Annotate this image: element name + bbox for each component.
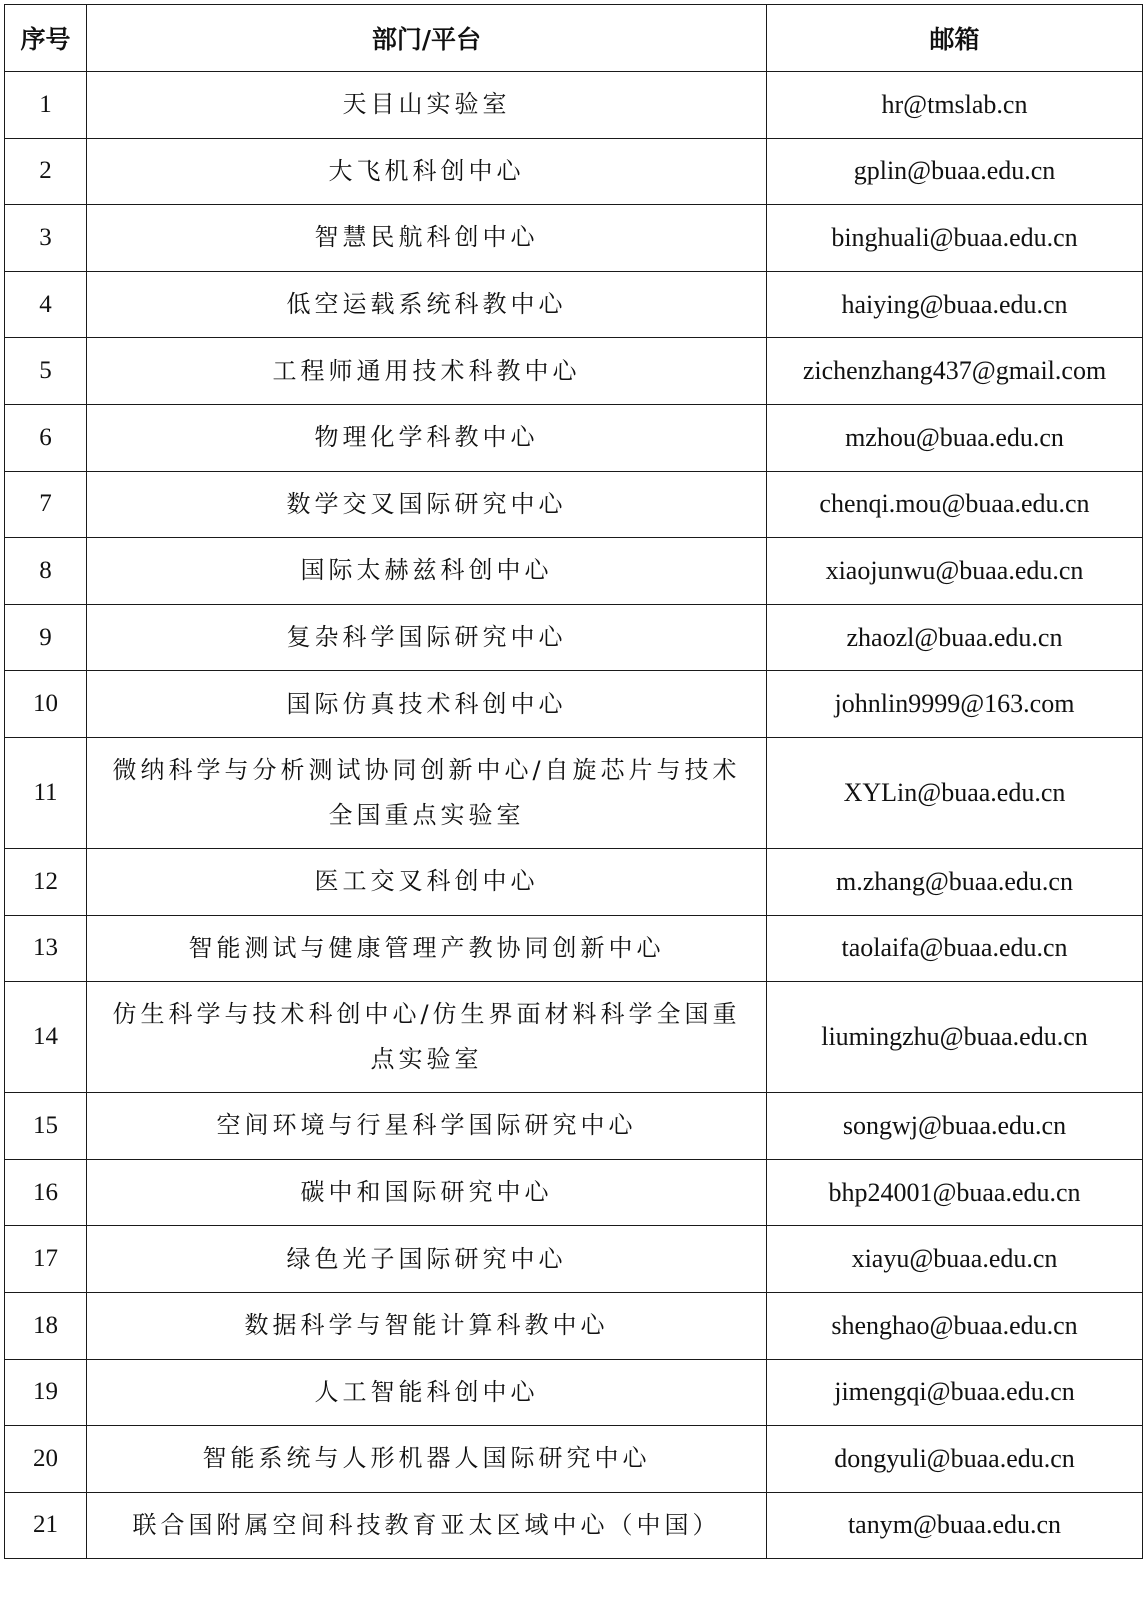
email-address: dongyuli@buaa.edu.cn xyxy=(767,1426,1143,1493)
table-row xyxy=(5,1426,1143,1493)
email-address: binghuali@buaa.edu.cn xyxy=(767,205,1143,272)
row-number: 9 xyxy=(5,604,87,671)
row-number: 4 xyxy=(5,271,87,338)
email-address: liumingzhu@buaa.edu.cn xyxy=(767,982,1143,1093)
department-name: 低空运载系统科教中心 xyxy=(87,271,767,338)
header-num: 序号 xyxy=(5,5,87,72)
email-address: haiying@buaa.edu.cn xyxy=(767,271,1143,338)
row-number: 2 xyxy=(5,138,87,205)
email-address: taolaifa@buaa.edu.cn xyxy=(767,915,1143,982)
row-number: 18 xyxy=(5,1292,87,1359)
department-name: 工程师通用技术科教中心 xyxy=(87,338,767,405)
department-name: 天目山实验室 xyxy=(87,72,767,139)
department-name-line2: 全国重点实验室 xyxy=(328,800,525,829)
row-number: 14 xyxy=(5,982,87,1093)
department-name: 国际太赫兹科创中心 xyxy=(87,538,767,605)
email-address: xiaojunwu@buaa.edu.cn xyxy=(767,538,1143,605)
row-number: 8 xyxy=(5,538,87,605)
department-name: 人工智能科创中心 xyxy=(87,1359,767,1426)
department-name: 物理化学科教中心 xyxy=(87,404,767,471)
table-row xyxy=(5,604,1143,671)
row-number: 17 xyxy=(5,1226,87,1293)
table-row xyxy=(5,1226,1143,1293)
row-number: 3 xyxy=(5,205,87,272)
department-name: 碳中和国际研究中心 xyxy=(87,1159,767,1226)
table-row xyxy=(5,138,1143,205)
table-row xyxy=(5,404,1143,471)
department-name: 联合国附属空间科技教育亚太区域中心（中国） xyxy=(87,1492,767,1559)
header-row xyxy=(5,5,1143,72)
department-name: 智能测试与健康管理产教协同创新中心 xyxy=(87,915,767,982)
table-row xyxy=(5,982,1143,1093)
table-row xyxy=(5,72,1143,139)
department-name: 智能系统与人形机器人国际研究中心 xyxy=(87,1426,767,1493)
table-row xyxy=(5,1359,1143,1426)
department-name: 绿色光子国际研究中心 xyxy=(87,1226,767,1293)
email-address: shenghao@buaa.edu.cn xyxy=(767,1292,1143,1359)
department-name: 大飞机科创中心 xyxy=(87,138,767,205)
table-row xyxy=(5,1159,1143,1226)
header-dept: 部门/平台 xyxy=(87,5,767,72)
table-row xyxy=(5,1093,1143,1160)
department-name-line1: 仿生科学与技术科创中心/仿生界面材料科学全国重 xyxy=(112,1000,741,1029)
department-name: 空间环境与行星科学国际研究中心 xyxy=(87,1093,767,1160)
email-address: bhp24001@buaa.edu.cn xyxy=(767,1159,1143,1226)
email-address: xiayu@buaa.edu.cn xyxy=(767,1226,1143,1293)
table-row xyxy=(5,671,1143,738)
row-number: 6 xyxy=(5,404,87,471)
row-number: 20 xyxy=(5,1426,87,1493)
table-row xyxy=(5,338,1143,405)
email-address: m.zhang@buaa.edu.cn xyxy=(767,848,1143,915)
email-address: jimengqi@buaa.edu.cn xyxy=(767,1359,1143,1426)
header-email: 邮箱 xyxy=(767,5,1143,72)
table-row xyxy=(5,848,1143,915)
email-address: zhaozl@buaa.edu.cn xyxy=(767,604,1143,671)
row-number: 11 xyxy=(5,737,87,848)
table-header xyxy=(5,5,1143,72)
email-address: songwj@buaa.edu.cn xyxy=(767,1093,1143,1160)
row-number: 19 xyxy=(5,1359,87,1426)
table-row xyxy=(5,205,1143,272)
row-number: 21 xyxy=(5,1492,87,1559)
table-row xyxy=(5,737,1143,848)
row-number: 7 xyxy=(5,471,87,538)
department-name xyxy=(87,737,767,848)
row-number: 1 xyxy=(5,72,87,139)
department-name: 数据科学与智能计算科教中心 xyxy=(87,1292,767,1359)
email-address: johnlin9999@163.com xyxy=(767,671,1143,738)
department-name: 医工交叉科创中心 xyxy=(87,848,767,915)
table-row xyxy=(5,471,1143,538)
email-address: chenqi.mou@buaa.edu.cn xyxy=(767,471,1143,538)
email-address: tanym@buaa.edu.cn xyxy=(767,1492,1143,1559)
row-number: 13 xyxy=(5,915,87,982)
contact-table xyxy=(4,4,1143,1559)
department-name: 智慧民航科创中心 xyxy=(87,205,767,272)
table-row xyxy=(5,1292,1143,1359)
table-row xyxy=(5,915,1143,982)
table-row xyxy=(5,271,1143,338)
table-row xyxy=(5,1492,1143,1559)
table-body xyxy=(5,72,1143,1559)
row-number: 16 xyxy=(5,1159,87,1226)
table-row xyxy=(5,538,1143,605)
email-address: XYLin@buaa.edu.cn xyxy=(767,737,1143,848)
row-number: 5 xyxy=(5,338,87,405)
row-number: 10 xyxy=(5,671,87,738)
row-number: 15 xyxy=(5,1093,87,1160)
email-address: mzhou@buaa.edu.cn xyxy=(767,404,1143,471)
department-name: 数学交叉国际研究中心 xyxy=(87,471,767,538)
email-address: gplin@buaa.edu.cn xyxy=(767,138,1143,205)
department-name-line2: 点实验室 xyxy=(370,1045,483,1074)
email-address: zichenzhang437@gmail.com xyxy=(767,338,1143,405)
email-address: hr@tmslab.cn xyxy=(767,72,1143,139)
department-name: 复杂科学国际研究中心 xyxy=(87,604,767,671)
department-name xyxy=(87,982,767,1093)
department-name: 国际仿真技术科创中心 xyxy=(87,671,767,738)
department-name-line1: 微纳科学与分析测试协同创新中心/自旋芯片与技术 xyxy=(112,755,741,784)
row-number: 12 xyxy=(5,848,87,915)
